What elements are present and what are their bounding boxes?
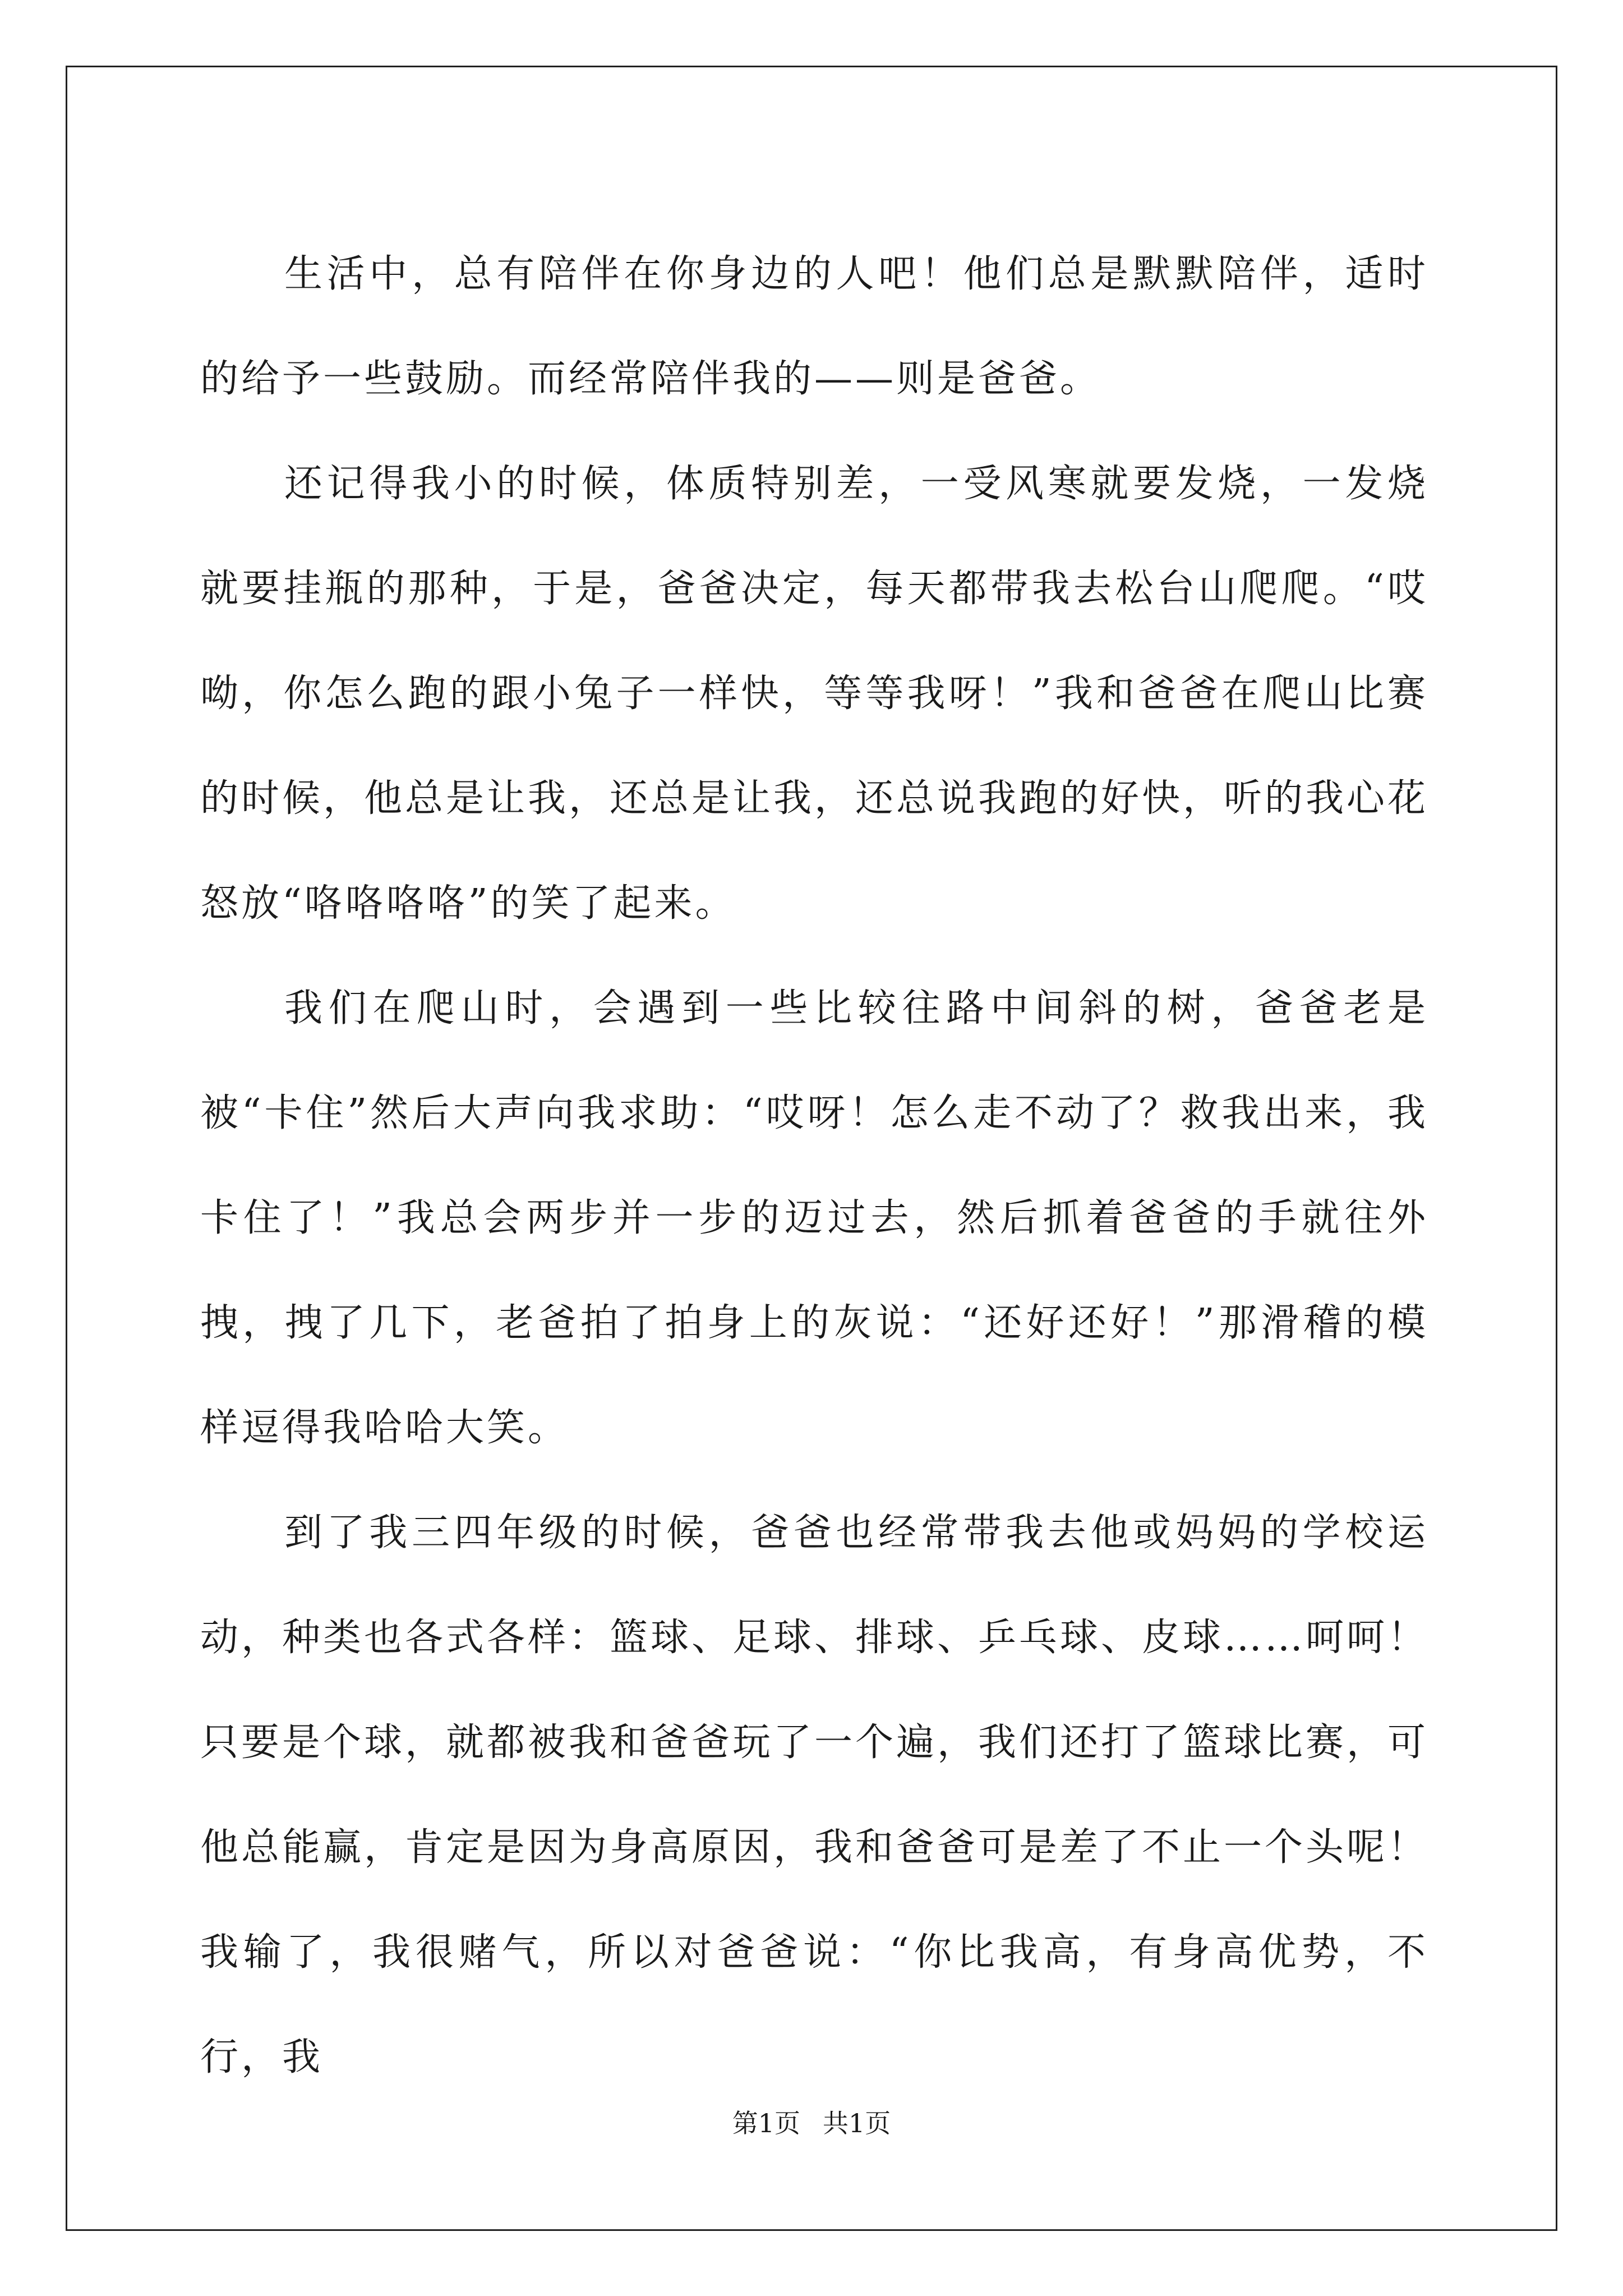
page-total: 共1页 (823, 2108, 891, 2138)
paragraph: 生活中，总有陪伴在你身边的人吧！他们总是默默陪伴，适时的给予一些鼓励。而经常陪伴我的——则是爸爸。 (200, 252, 1428, 401)
paragraph: 还记得我小的时候，体质特别差，一受风寒就要发烧，一发烧就要挂瓶的那种，于是，爸爸决定，每天都带我去松台山爬爬。“哎呦，你怎么跑的跟小兔子一样快，等等我呀！”我和爸爸在爬山比赛的时候，他总是让我，还总是让我，还总说我跑的好快，听的我心花怒放“咯咯咯咯”的笑了起来。 (200, 462, 1429, 926)
page-footer (0, 2106, 1623, 2140)
page-number: 第1页 (732, 2108, 800, 2138)
paragraph: 到了我三四年级的时候，爸爸也经常带我去他或妈妈的学校运动，种类也各式各样：篮球、足球、排球、乒乓球、皮球……呵呵！只要是个球，就都被我和爸爸玩了一个遍，我们还打了篮球比赛，可他总能赢，肯定是因为身高原因，我和爸爸可是差了不止一个头呢！我输了，我很赌气，所以对爸爸说：“你比我高，有身高优势，不行，我 (200, 1511, 1429, 2079)
paragraph: 我们在爬山时，会遇到一些比较往路中间斜的树，爸爸老是被“卡住”然后大声向我求助：“哎呀！怎么走不动了？救我出来，我卡住了！”我总会两步并一步的迈过去，然后抓着爸爸的手就往外拽，拽了几下，老爸拍了拍身上的灰说：“还好还好！”那滑稽的模样逗得我哈哈大笑。 (200, 986, 1428, 1450)
document-body (200, 222, 1428, 2110)
